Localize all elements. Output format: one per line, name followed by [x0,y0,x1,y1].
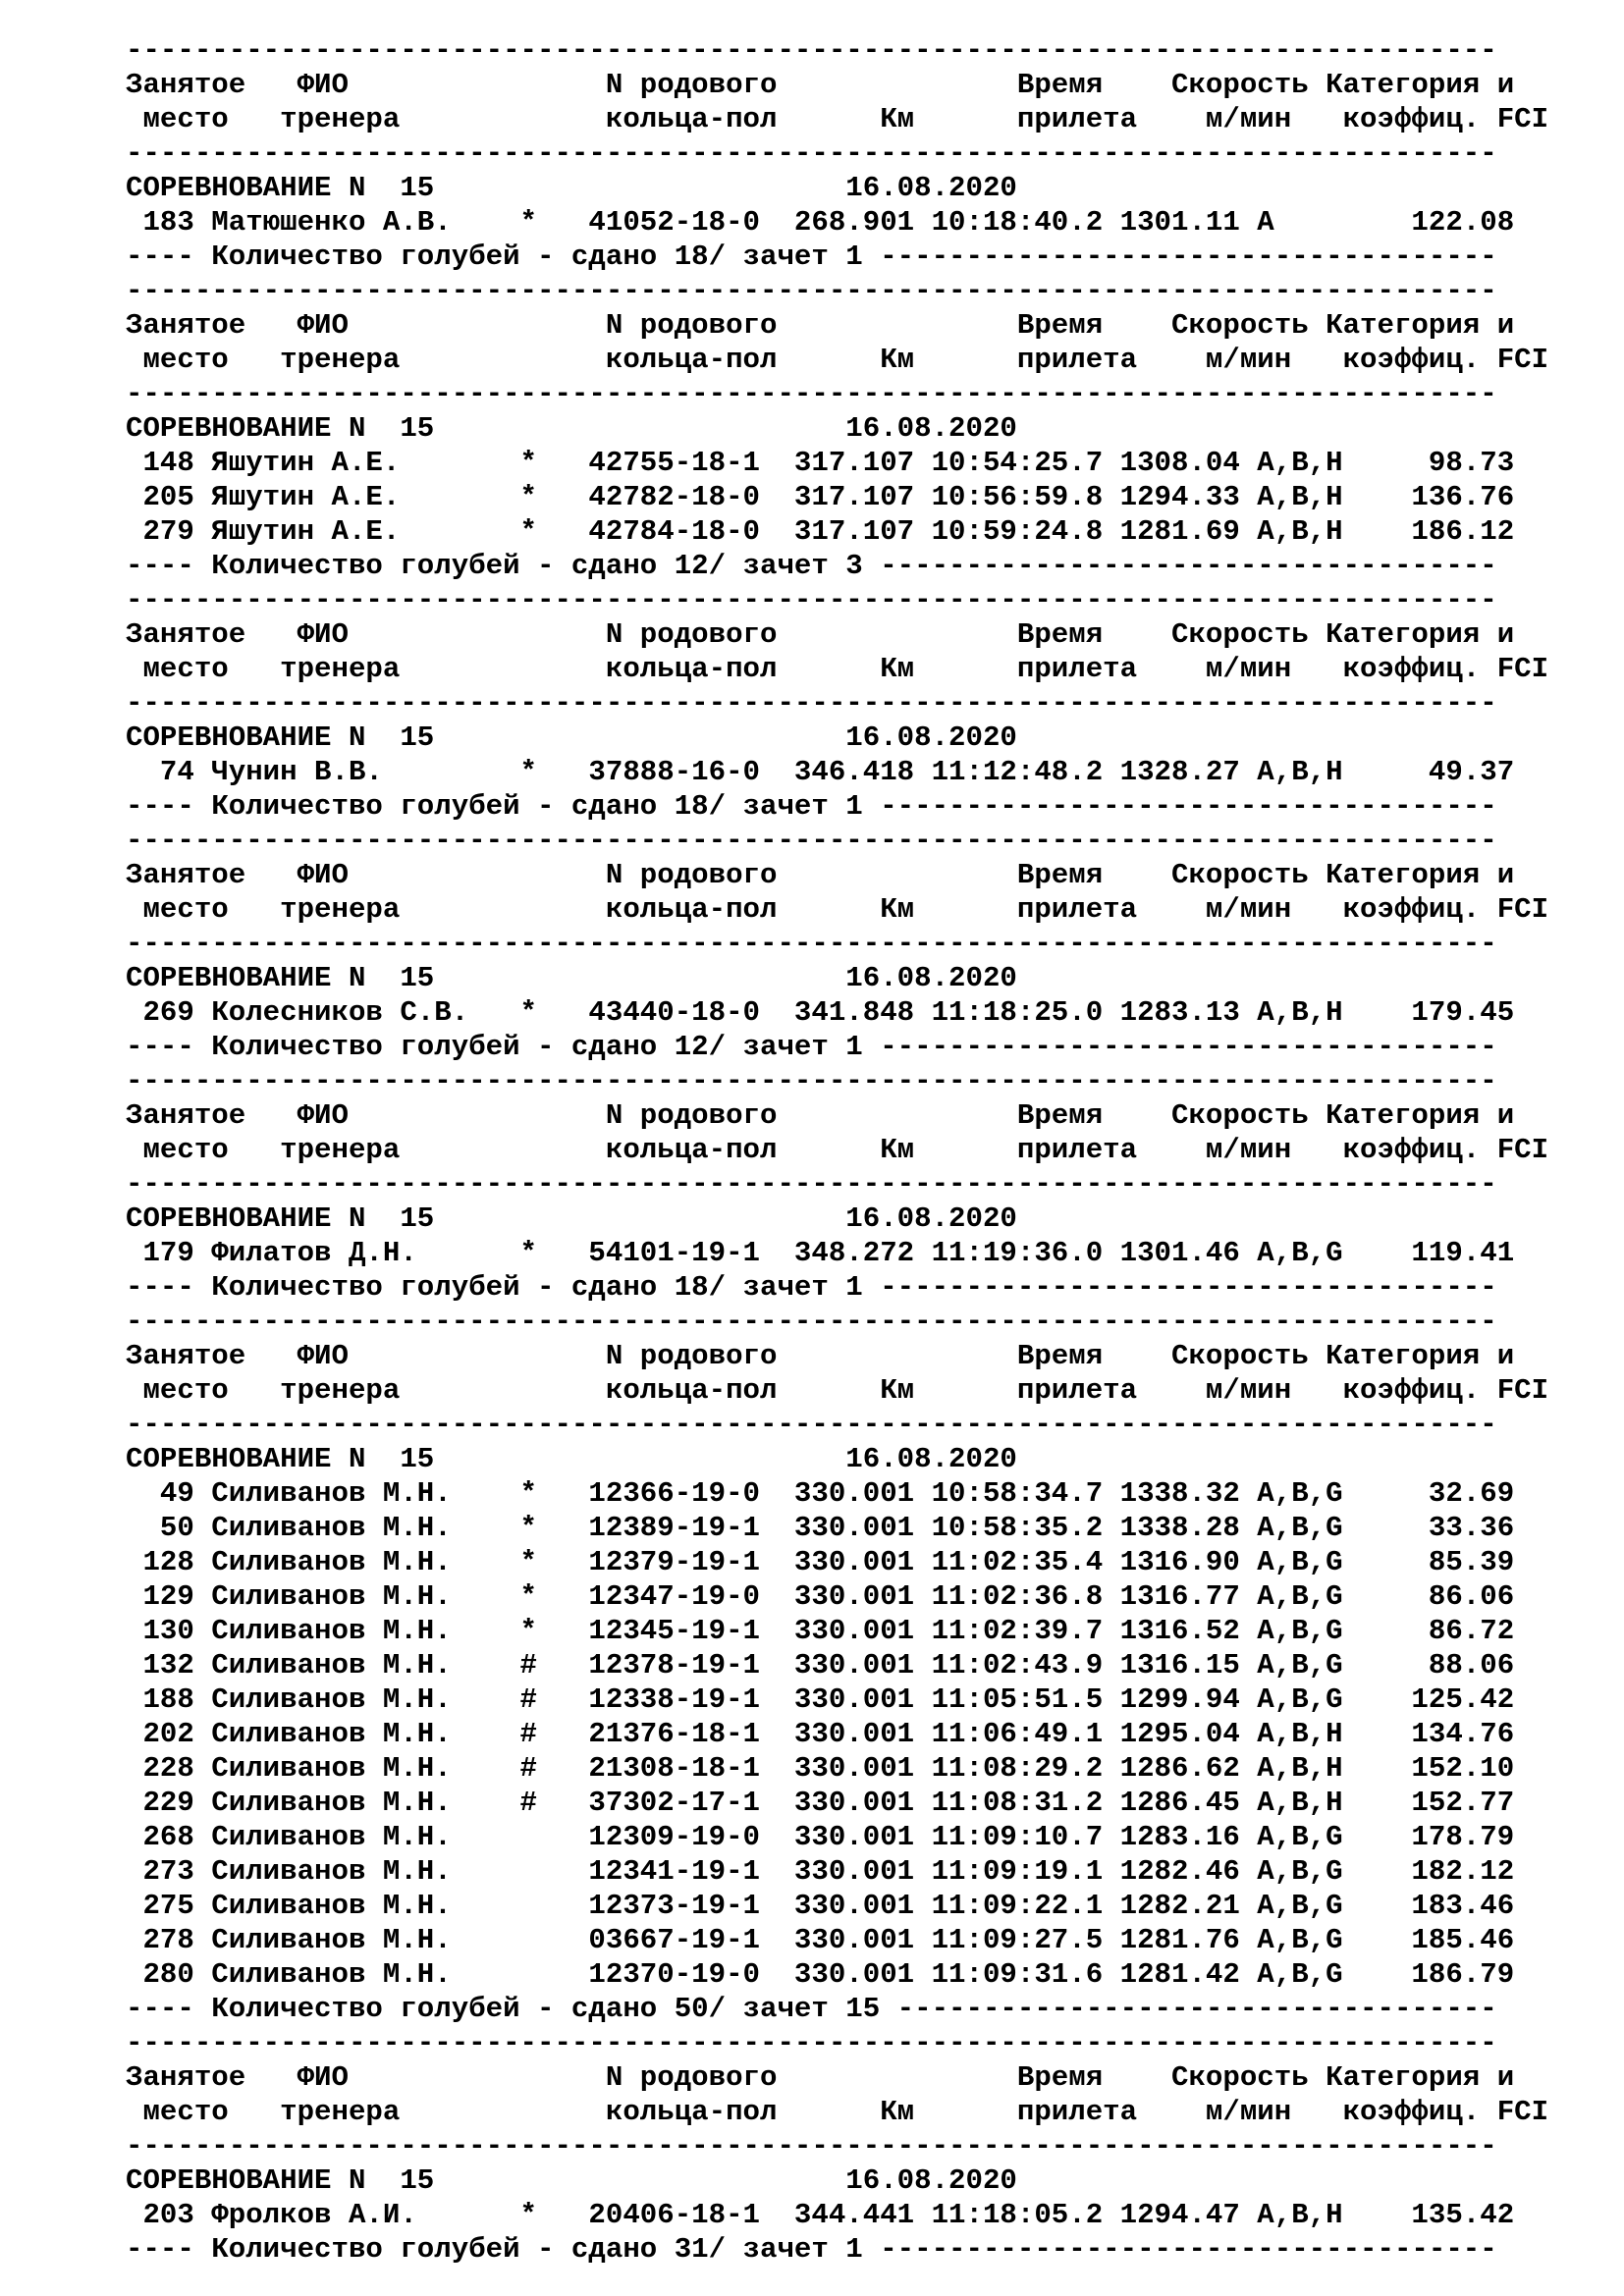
header-line-1: Занятое ФИО N родового Время Скорость Категория и [126,69,1515,101]
summary-line: ---- Количество голубей - сдано 50/ зачет 15 ----------------------------------- [126,1993,1497,2025]
header-line-2: место тренера кольца-пол Км прилета м/мин коэффиц. FCI [126,344,1549,376]
result-row: 229 Силиванов М.Н. # 37302-17-1 330.001 11:08:31.2 1286.45 A,B,H 152.77 [126,1787,1515,1819]
header-line-2: место тренера кольца-пол Км прилета м/мин коэффиц. FCI [126,653,1549,685]
competition-line: СОРЕВНОВАНИЕ N 15 16.08.2020 [126,962,1017,994]
result-row: 148 Яшутин А.Е. * 42755-18-1 317.107 10:54:25.7 1308.04 A,B,H 98.73 [126,447,1515,479]
competition-line: СОРЕВНОВАНИЕ N 15 16.08.2020 [126,721,1017,754]
rule-line: -------------------------------------------------------------------------------- [126,34,1497,67]
result-row: 269 Колесников С.В. * 43440-18-0 341.848 11:18:25.0 1283.13 A,B,H 179.45 [126,996,1515,1029]
rule-line: -------------------------------------------------------------------------------- [126,1065,1497,1097]
rule-line: -------------------------------------------------------------------------------- [126,1168,1497,1201]
header-line-2: место тренера кольца-пол Км прилета м/мин коэффиц. FCI [126,1134,1549,1166]
summary-line: ---- Количество голубей - сдано 12/ зачет 1 ------------------------------------ [126,1031,1497,1063]
header-line-2: место тренера кольца-пол Км прилета м/мин коэффиц. FCI [126,1374,1549,1407]
competition-line: СОРЕВНОВАНИЕ N 15 16.08.2020 [126,1443,1017,1475]
result-row: 50 Силиванов М.Н. * 12389-19-1 330.001 10:58:35.2 1338.28 A,B,G 33.36 [126,1512,1515,1544]
result-row: 179 Филатов Д.Н. * 54101-19-1 348.272 11:19:36.0 1301.46 A,B,G 119.41 [126,1237,1515,1269]
result-row: 275 Силиванов М.Н. 12373-19-1 330.001 11:09:22.1 1282.21 A,B,G 183.46 [126,1890,1515,1922]
summary-line: ---- Количество голубей - сдано 12/ зачет 3 ------------------------------------ [126,550,1497,582]
rule-line: -------------------------------------------------------------------------------- [126,687,1497,720]
result-row: 49 Силиванов М.Н. * 12366-19-0 330.001 10:58:34.7 1338.32 A,B,G 32.69 [126,1477,1515,1510]
header-line-1: Занятое ФИО N родового Время Скорость Категория и [126,859,1515,891]
summary-line: ---- Количество голубей - сдано 31/ зачет 1 ------------------------------------ [126,2233,1497,2266]
competition-line: СОРЕВНОВАНИЕ N 15 16.08.2020 [126,172,1017,204]
rule-line: -------------------------------------------------------------------------------- [126,825,1497,857]
result-row: 129 Силиванов М.Н. * 12347-19-0 330.001 11:02:36.8 1316.77 A,B,G 86.06 [126,1580,1515,1613]
summary-line: ---- Количество голубей - сдано 18/ зачет 1 ------------------------------------ [126,1271,1497,1304]
rule-line: -------------------------------------------------------------------------------- [126,275,1497,307]
summary-line: ---- Количество голубей - сдано 18/ зачет 1 ------------------------------------ [126,790,1497,823]
result-row: 183 Матюшенко А.В. * 41052-18-0 268.901 10:18:40.2 1301.11 A 122.08 [126,206,1515,239]
result-row: 132 Силиванов М.Н. # 12378-19-1 330.001 11:02:43.9 1316.15 A,B,G 88.06 [126,1649,1515,1682]
rule-line: -------------------------------------------------------------------------------- [126,137,1497,170]
competition-line: СОРЕВНОВАНИЕ N 15 16.08.2020 [126,1202,1017,1235]
result-row: 128 Силиванов М.Н. * 12379-19-1 330.001 11:02:35.4 1316.90 A,B,G 85.39 [126,1546,1515,1578]
header-line-1: Занятое ФИО N родового Время Скорость Категория и [126,2061,1515,2094]
header-line-2: место тренера кольца-пол Км прилета м/мин коэффиц. FCI [126,2096,1549,2128]
header-line-2: место тренера кольца-пол Км прилета м/мин коэффиц. FCI [126,103,1549,135]
result-row: 228 Силиванов М.Н. # 21308-18-1 330.001 11:08:29.2 1286.62 A,B,H 152.10 [126,1752,1515,1785]
results-report [126,33,1548,2267]
competition-line: СОРЕВНОВАНИЕ N 15 16.08.2020 [126,2164,1017,2197]
rule-line: -------------------------------------------------------------------------------- [126,928,1497,960]
header-line-2: место тренера кольца-пол Км прилета м/мин коэффиц. FCI [126,893,1549,926]
rule-line: -------------------------------------------------------------------------------- [126,378,1497,410]
header-line-1: Занятое ФИО N родового Время Скорость Категория и [126,1340,1515,1372]
result-row: 188 Силиванов М.Н. # 12338-19-1 330.001 11:05:51.5 1299.94 A,B,G 125.42 [126,1683,1515,1716]
header-line-1: Занятое ФИО N родового Время Скорость Категория и [126,309,1515,342]
header-line-1: Занятое ФИО N родового Время Скорость Категория и [126,1099,1515,1132]
result-row: 203 Фролков А.И. * 20406-18-1 344.441 11:18:05.2 1294.47 A,B,H 135.42 [126,2199,1515,2231]
rule-line: -------------------------------------------------------------------------------- [126,1409,1497,1441]
result-row: 130 Силиванов М.Н. * 12345-19-1 330.001 11:02:39.7 1316.52 A,B,G 86.72 [126,1615,1515,1647]
competition-line: СОРЕВНОВАНИЕ N 15 16.08.2020 [126,412,1017,445]
result-row: 279 Яшутин А.Е. * 42784-18-0 317.107 10:59:24.8 1281.69 A,B,H 186.12 [126,515,1515,548]
rule-line: -------------------------------------------------------------------------------- [126,584,1497,616]
result-row: 273 Силиванов М.Н. 12341-19-1 330.001 11:09:19.1 1282.46 A,B,G 182.12 [126,1855,1515,1888]
rule-line: -------------------------------------------------------------------------------- [126,2027,1497,2059]
result-row: 268 Силиванов М.Н. 12309-19-0 330.001 11:09:10.7 1283.16 A,B,G 178.79 [126,1821,1515,1853]
rule-line: -------------------------------------------------------------------------------- [126,1306,1497,1338]
result-row: 205 Яшутин А.Е. * 42782-18-0 317.107 10:56:59.8 1294.33 A,B,H 136.76 [126,481,1515,513]
rule-line: -------------------------------------------------------------------------------- [126,2130,1497,2163]
result-row: 202 Силиванов М.Н. # 21376-18-1 330.001 11:06:49.1 1295.04 A,B,H 134.76 [126,1718,1515,1750]
result-row: 74 Чунин В.В. * 37888-16-0 346.418 11:12:48.2 1328.27 A,B,H 49.37 [126,756,1515,788]
result-row: 280 Силиванов М.Н. 12370-19-0 330.001 11:09:31.6 1281.42 A,B,G 186.79 [126,1958,1515,1991]
result-row: 278 Силиванов М.Н. 03667-19-1 330.001 11:09:27.5 1281.76 A,B,G 185.46 [126,1924,1515,1956]
header-line-1: Занятое ФИО N родового Время Скорость Категория и [126,618,1515,651]
summary-line: ---- Количество голубей - сдано 18/ зачет 1 ------------------------------------ [126,240,1497,273]
